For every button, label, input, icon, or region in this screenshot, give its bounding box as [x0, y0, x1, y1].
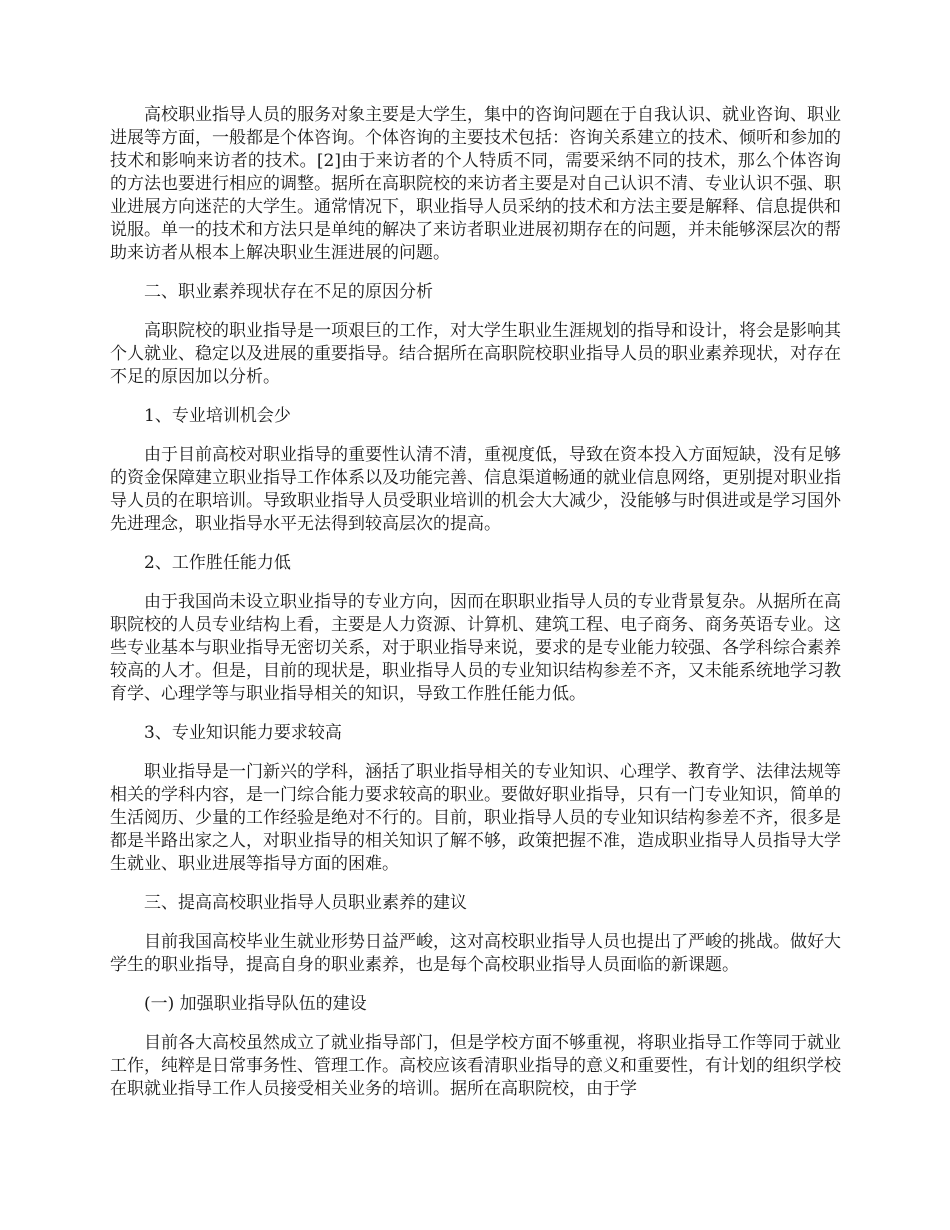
document-page [110, 104, 841, 1117]
subheading-knowledge: 3、专业知识能力要求较高 [144, 723, 342, 743]
paragraph-competency: 由于我国尚未设立职业指导的专业方向，因而在职职业指导人员的专业背景复杂。从据所在高职院校的人员专业结构上看，主要是人力资源、计算机、建筑工程、电子商务、商务英语专业。这些专业基本与职业指导无密切关系，对于职业指导来说，要求的是专业能力较强、各学科综合素养较高的人才。但是，目前的现状是，职业指导人员的专业知识结构参差不齐，又未能系统地学习教育学、心理学等与职业指导相关的知识，导致工作胜任能力低。 [110, 592, 841, 704]
paragraph-training: 由于目前高校对职业指导的重要性认清不清，重视度低，导致在资本投入方面短缺，没有足够的资金保障建立职业指导工作体系以及功能完善、信息渠道畅通的就业信息网络，更别提对职业指导人员的在职培训。导致职业指导人员受职业培训的机会大大减少，没能够与时俱进或是学习国外先进理念，职业指导水平无法得到较高层次的提高。 [110, 445, 841, 534]
section-heading-suggestions: 三、提高高校职业指导人员职业素养的建议 [144, 893, 467, 913]
paragraph-knowledge: 职业指导是一门新兴的学科，涵括了职业指导相关的专业知识、心理学、教育学、法律法规等相关的学科内容，是一门综合能力要求较高的职业。要做好职业指导，只有一门专业知识，简单的生活阅历、少量的工作经验是绝对不行的。目前，职业指导人员的专业知识结构参差不齐，很多是都是半路出家之人，对职业指导的相关知识了解不够，政策把握不准，造成职业指导人员指导大学生就业、职业进展等指导方面的困难。 [110, 762, 841, 874]
paragraph-suggestions-intro: 目前我国高校毕业生就业形势日益严峻，这对高校职业指导人员也提出了严峻的挑战。做好大学生的职业指导，提高自身的职业素养，也是每个高校职业指导人员面临的新课题。 [110, 932, 841, 975]
subheading-training: 1、专业培训机会少 [144, 406, 291, 426]
subheading-competency: 2、工作胜任能力低 [144, 553, 291, 573]
paragraph-team-building: 目前各大高校虽然成立了就业指导部门，但是学校方面不够重视，将职业指导工作等同于就业工作，纯粹是日常事务性、管理工作。高校应该看清职业指导的意义和重要性，有计划的组织学校在职就业指导工作人员接受相关业务的培训。据所在高职院校，由于学 [110, 1033, 841, 1099]
section-heading-cause-analysis: 二、职业素养现状存在不足的原因分析 [144, 282, 433, 302]
paragraph-counseling-techniques: 高校职业指导人员的服务对象主要是大学生，集中的咨询问题在于自我认识、就业咨询、职业进展等方面，一般都是个体咨询。个体咨询的主要技术包括：咨询关系建立的技术、倾听和参加的技术和影响来访者的技术。[2]由于来访者的个人特质不同，需要采纳不同的技术，那么个体咨询的方法也要进行相应的调整。据所在高职院校的来访者主要是对自己认识不清、专业认识不强、职业进展方向迷茫的大学生。通常情况下，职业指导人员采纳的技术和方法主要是解释、信息提供和说服。单一的技术和方法只是单纯的解决了来访者职业进展初期存在的问题，并未能够深层次的帮助来访者从根本上解决职业生涯进展的问题。 [110, 105, 841, 263]
subheading-team-building: (一) 加强职业指导队伍的建设 [144, 994, 367, 1014]
paragraph-cause-intro: 高职院校的职业指导是一项艰巨的工作，对大学生职业生涯规划的指导和设计，将会是影响其个人就业、稳定以及进展的重要指导。结合据所在高职院校职业指导人员的职业素养现状，对存在不足的原因加以分析。 [110, 321, 841, 387]
